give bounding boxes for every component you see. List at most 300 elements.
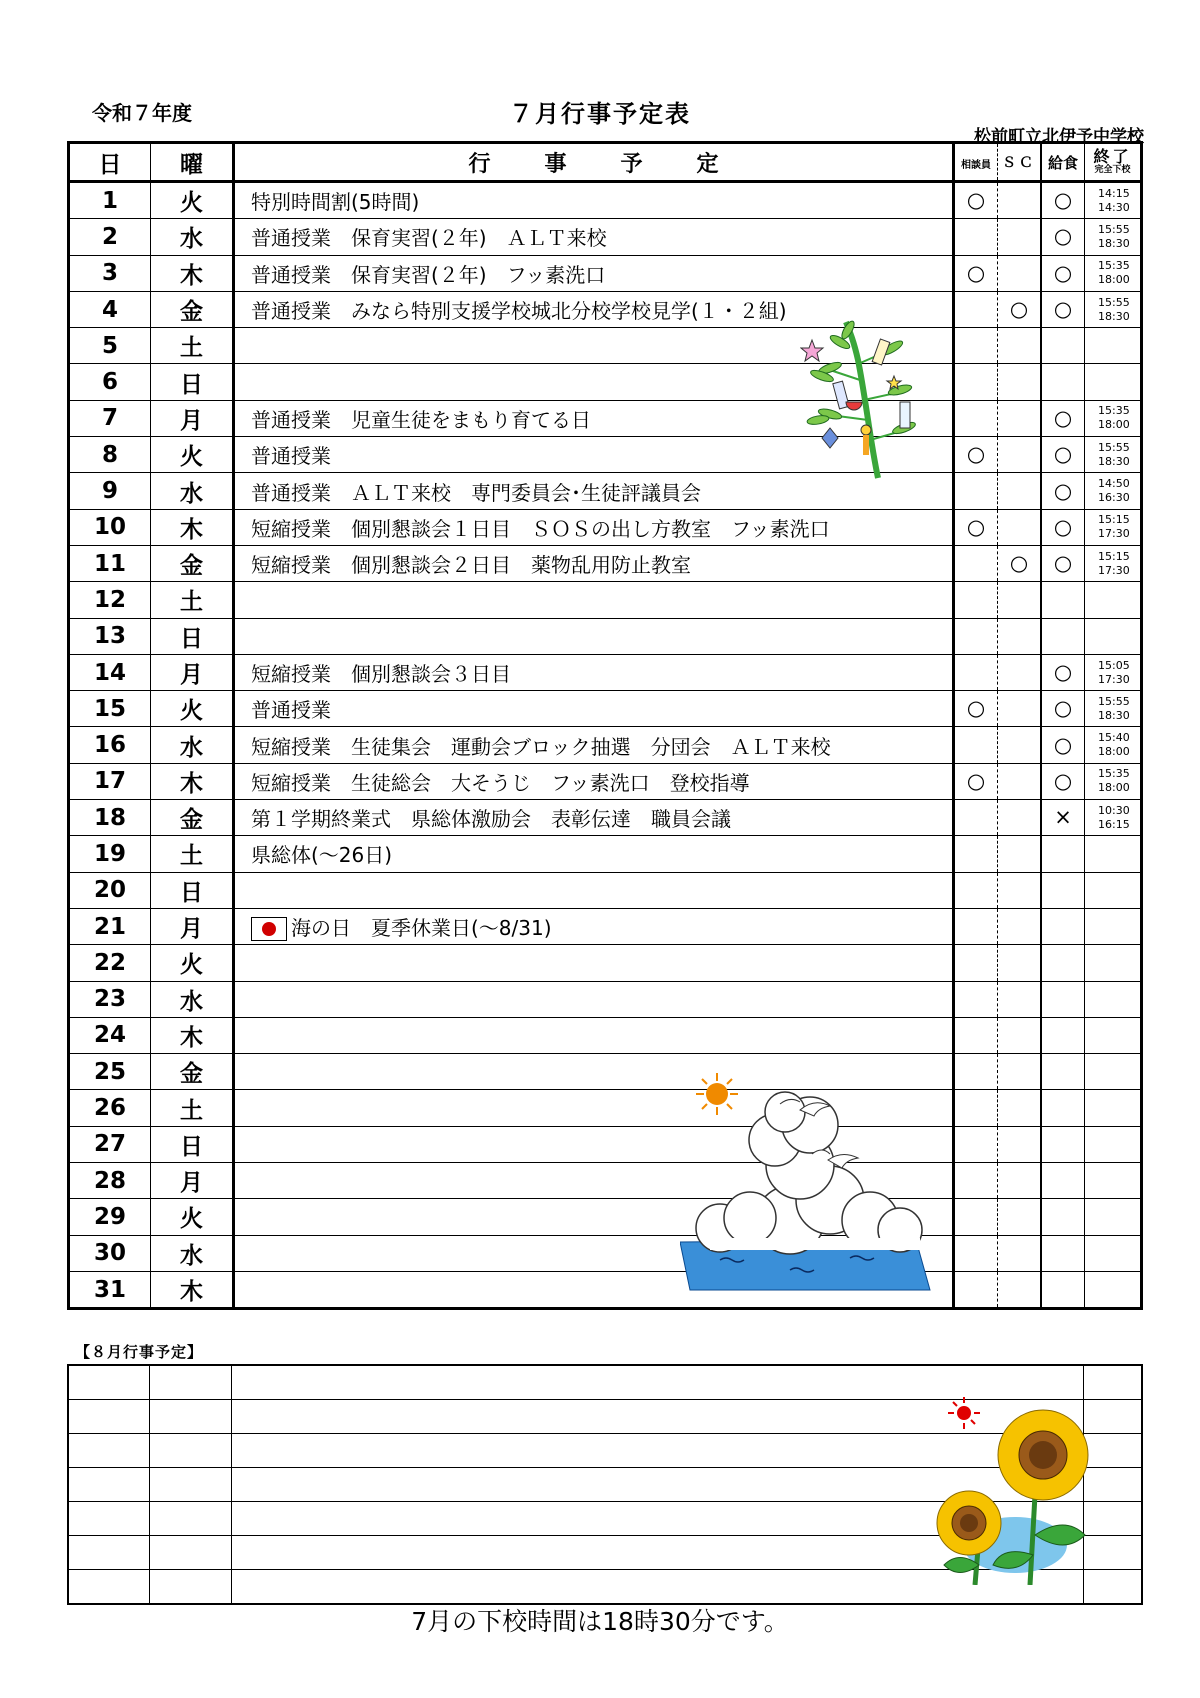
weekday: 日 (151, 364, 234, 400)
day-number: 30 (69, 1235, 151, 1271)
lunch-mark-text: ○ (1053, 405, 1073, 430)
table-header-row (69, 143, 1142, 182)
lunch-mark-text: ○ (1053, 514, 1073, 539)
weekday: 日 (151, 1126, 234, 1162)
day-number: 29 (69, 1199, 151, 1235)
class-end-time: 15:05 (1098, 658, 1130, 672)
counselor-mark (954, 763, 998, 799)
event-text: 普通授業 児童生徒をまもり育てる日 (251, 407, 591, 432)
end-times (1085, 1199, 1142, 1235)
dismissal-time-note: 7月の下校時間は18時30分です。 (411, 1607, 789, 1636)
header-lunch-label: 給食 (1047, 153, 1078, 172)
counselor-mark (954, 691, 998, 727)
page-title: ７月行事予定表 (509, 100, 691, 128)
august-weekday-cell (150, 1468, 232, 1502)
day-number: 10 (69, 509, 151, 545)
header-day: 日 (69, 143, 151, 182)
table-row (69, 509, 1142, 545)
header-end-label: 終了 (1093, 147, 1132, 166)
class-end-time: 15:55 (1098, 295, 1130, 309)
day-number: 24 (69, 1017, 151, 1053)
lunch-mark-text: ○ (1053, 660, 1073, 684)
counselor-mark (954, 1271, 998, 1308)
august-day-cell (68, 1365, 150, 1400)
day-number: 27 (69, 1126, 151, 1162)
day-number: 25 (69, 1054, 151, 1090)
sc-mark (998, 1199, 1042, 1235)
counselor-mark (954, 1199, 998, 1235)
event-cell (234, 800, 954, 836)
table-row (69, 437, 1142, 473)
end-times (1085, 1054, 1142, 1090)
table-row (69, 1235, 1142, 1271)
table-row (69, 1017, 1142, 1053)
weekday: 土 (151, 328, 234, 364)
event-cell (234, 509, 954, 545)
day-number: 23 (69, 981, 151, 1017)
lunch-mark (1041, 545, 1085, 581)
dismissal-time: 14:30 (1098, 200, 1130, 214)
table-row (69, 727, 1142, 763)
class-end-time: 14:15 (1098, 186, 1130, 200)
counselor-mark (954, 727, 998, 763)
event-cell (234, 872, 954, 908)
class-end-time: 15:35 (1098, 404, 1130, 418)
sc-mark (998, 1126, 1042, 1162)
lunch-mark-text: ○ (1053, 224, 1073, 249)
event-cell (234, 763, 954, 799)
lunch-mark (1041, 473, 1085, 509)
sc-mark (998, 981, 1042, 1017)
day-number: 5 (69, 328, 151, 364)
august-weekday-cell (150, 1570, 232, 1605)
event-cell (234, 182, 954, 219)
sc-mark (998, 328, 1042, 364)
day-number: 18 (69, 800, 151, 836)
lunch-mark-text: ○ (1053, 551, 1073, 576)
weekday: 水 (151, 473, 234, 509)
day-number: 20 (69, 872, 151, 908)
lunch-mark (1041, 1017, 1085, 1053)
dismissal-time: 18:00 (1098, 273, 1130, 287)
sc-mark (998, 219, 1042, 255)
lunch-mark (1041, 945, 1085, 981)
day-number: 19 (69, 836, 151, 872)
lunch-mark (1041, 1199, 1085, 1235)
sc-mark (998, 763, 1042, 799)
counselor-mark (954, 1163, 998, 1199)
event-cell (234, 981, 954, 1017)
table-row (69, 618, 1142, 654)
counselor-mark (954, 800, 998, 836)
end-times (1085, 582, 1142, 618)
counselor-mark (954, 437, 998, 473)
table-row (69, 1199, 1142, 1235)
day-number: 21 (69, 908, 151, 944)
day-number: 17 (69, 763, 151, 799)
end-times (1085, 400, 1142, 436)
table-row (69, 1090, 1142, 1126)
dismissal-time: 17:30 (1098, 527, 1130, 541)
sc-mark (998, 400, 1042, 436)
dismissal-time: 16:15 (1098, 817, 1130, 831)
event-text: 普通授業 (251, 698, 331, 723)
lunch-mark (1041, 1163, 1085, 1199)
end-times (1085, 618, 1142, 654)
day-number: 12 (69, 582, 151, 618)
counselor-mark (954, 945, 998, 981)
sc-mark (998, 473, 1042, 509)
sc-mark (998, 182, 1042, 219)
header-weekday: 曜 (151, 143, 234, 182)
weekday: 水 (151, 1235, 234, 1271)
event-cell (234, 945, 954, 981)
header-dismissal-label: 完全下校 (1094, 165, 1131, 175)
day-number: 15 (69, 691, 151, 727)
sunflower-illustration (935, 1395, 1100, 1585)
table-row (69, 473, 1142, 509)
lunch-mark (1041, 872, 1085, 908)
day-number: 22 (69, 945, 151, 981)
dismissal-time: 18:00 (1098, 781, 1130, 795)
end-times (1085, 545, 1142, 581)
day-number: 3 (69, 255, 151, 291)
weekday: 火 (151, 1199, 234, 1235)
weekday: 木 (151, 763, 234, 799)
japanese-flag-icon (251, 917, 287, 941)
end-times (1085, 654, 1142, 690)
event-text: 短縮授業 個別懇談会２日目 薬物乱用防止教室 (251, 553, 691, 578)
class-end-time: 15:35 (1098, 767, 1130, 781)
sc-mark (998, 1090, 1042, 1126)
weekday: 火 (151, 437, 234, 473)
end-times (1085, 727, 1142, 763)
weekday: 土 (151, 836, 234, 872)
lunch-mark (1041, 182, 1085, 219)
lunch-mark (1041, 908, 1085, 944)
weekday: 月 (151, 654, 234, 690)
sc-mark (998, 836, 1042, 872)
event-text: 海の日 夏季休業日(～8/31) (291, 915, 552, 940)
table-row (69, 654, 1142, 690)
day-number: 31 (69, 1271, 151, 1308)
sc-mark (998, 800, 1042, 836)
end-times (1085, 1090, 1142, 1126)
end-times (1085, 1126, 1142, 1162)
counselor-mark (954, 328, 998, 364)
weekday: 日 (151, 618, 234, 654)
day-number: 1 (69, 182, 151, 219)
counselor-mark (954, 509, 998, 545)
august-day-cell (68, 1400, 150, 1434)
header-events: 行事予定 (234, 143, 954, 182)
class-end-time: 15:35 (1098, 259, 1130, 273)
table-row (69, 872, 1142, 908)
end-times (1085, 1163, 1142, 1199)
weekday: 木 (151, 509, 234, 545)
july-schedule-table (67, 141, 1143, 1310)
august-weekday-cell (150, 1434, 232, 1468)
class-end-time: 15:55 (1098, 440, 1130, 454)
counselor-mark (954, 364, 998, 400)
sc-mark (998, 291, 1042, 327)
day-number: 16 (69, 727, 151, 763)
header-lunch (1041, 143, 1085, 182)
lunch-mark (1041, 763, 1085, 799)
end-times (1085, 473, 1142, 509)
lunch-mark (1041, 691, 1085, 727)
sc-mark (998, 1017, 1042, 1053)
table-row (69, 800, 1142, 836)
lunch-mark-text: ○ (1053, 188, 1073, 213)
august-weekday-cell (150, 1502, 232, 1536)
august-day-cell (68, 1502, 150, 1536)
counselor-mark (954, 545, 998, 581)
table-row (69, 364, 1142, 400)
weekday: 土 (151, 1090, 234, 1126)
weekday: 火 (151, 945, 234, 981)
weekday: 水 (151, 219, 234, 255)
table-row (69, 1271, 1142, 1308)
weekday: 水 (151, 981, 234, 1017)
august-weekday-cell (150, 1400, 232, 1434)
august-weekday-cell (150, 1365, 232, 1400)
day-number: 7 (69, 400, 151, 436)
event-text: 短縮授業 生徒総会 大そうじ フッ素洗口 登校指導 (251, 770, 750, 795)
counselor-mark-text: ○ (966, 260, 986, 285)
sc-mark (998, 908, 1042, 944)
event-text: 普通授業 保育実習(２年) フッ素洗口 (251, 262, 606, 287)
counselor-mark (954, 219, 998, 255)
day-number: 28 (69, 1163, 151, 1199)
school-name: 松前町立北伊予中学校 (974, 127, 1144, 147)
header-end-time (1085, 143, 1142, 182)
day-number: 13 (69, 618, 151, 654)
lunch-mark (1041, 800, 1085, 836)
dismissal-time: 18:30 (1098, 454, 1130, 468)
dismissal-time: 18:30 (1098, 236, 1130, 250)
counselor-mark (954, 836, 998, 872)
table-row (69, 582, 1142, 618)
weekday: 月 (151, 400, 234, 436)
event-text: 普通授業 保育実習(２年) ＡＬＴ来校 (251, 226, 607, 251)
counselor-mark (954, 255, 998, 291)
lunch-mark (1041, 1126, 1085, 1162)
table-row (69, 908, 1142, 944)
august-weekday-cell (150, 1536, 232, 1570)
weekday: 金 (151, 1054, 234, 1090)
counselor-mark (954, 981, 998, 1017)
lunch-mark (1041, 509, 1085, 545)
event-text: 短縮授業 個別懇談会１日目 ＳＯＳの出し方教室 フッ素洗口 (251, 516, 830, 541)
event-text: 普通授業 みなら特別支援学校城北分校学校見学(１・２組) (251, 299, 787, 324)
class-end-time: 15:55 (1098, 694, 1130, 708)
sc-mark-text: ○ (1009, 551, 1029, 576)
fiscal-year: 令和７年度 (92, 101, 192, 125)
event-cell (234, 836, 954, 872)
sc-mark (998, 1163, 1042, 1199)
class-end-time: 14:50 (1098, 477, 1130, 491)
end-times (1085, 1017, 1142, 1053)
table-row (69, 1126, 1142, 1162)
august-day-cell (68, 1536, 150, 1570)
weekday: 金 (151, 545, 234, 581)
dismissal-time: 18:30 (1098, 708, 1130, 722)
end-times (1085, 509, 1142, 545)
end-times (1085, 981, 1142, 1017)
day-number: 9 (69, 473, 151, 509)
day-number: 8 (69, 437, 151, 473)
counselor-mark-text: ○ (966, 768, 986, 793)
sc-mark (998, 691, 1042, 727)
class-end-time: 15:15 (1098, 549, 1130, 563)
day-number: 11 (69, 545, 151, 581)
lunch-mark (1041, 328, 1085, 364)
table-row (69, 328, 1142, 364)
lunch-mark (1041, 981, 1085, 1017)
sc-mark (998, 1235, 1042, 1271)
counselor-mark (954, 1017, 998, 1053)
august-schedule-title: 【８月行事予定】 (75, 1343, 204, 1361)
table-row (69, 182, 1142, 219)
event-cell (234, 654, 954, 690)
sc-mark (998, 1054, 1042, 1090)
table-row (69, 981, 1142, 1017)
weekday: 月 (151, 908, 234, 944)
august-day-cell (68, 1570, 150, 1605)
table-row (69, 291, 1142, 327)
header-sc (998, 143, 1042, 182)
weekday: 月 (151, 1163, 234, 1199)
sc-mark (998, 727, 1042, 763)
dismissal-time: 16:30 (1098, 491, 1130, 505)
counselor-mark (954, 582, 998, 618)
counselor-mark-text: ○ (966, 188, 986, 213)
counselor-mark (954, 654, 998, 690)
day-number: 14 (69, 654, 151, 690)
table-row (69, 400, 1142, 436)
table-row (69, 945, 1142, 981)
counselor-mark-text: ○ (966, 696, 986, 721)
event-cell (234, 1017, 954, 1053)
lunch-mark (1041, 1054, 1085, 1090)
event-text: 特別時間割(5時間) (251, 190, 420, 215)
end-times (1085, 1271, 1142, 1308)
day-number: 6 (69, 364, 151, 400)
lunch-mark-text: ○ (1053, 696, 1073, 721)
counselor-mark (954, 908, 998, 944)
end-times (1085, 800, 1142, 836)
event-text: 普通授業 ＡＬＴ来校 専門委員会･生徒評議員会 (251, 480, 701, 505)
dismissal-time: 17:30 (1098, 563, 1130, 577)
tanabata-bamboo-illustration (800, 320, 930, 480)
table-row (69, 763, 1142, 799)
sc-mark (998, 255, 1042, 291)
event-text: 短縮授業 個別懇談会３日目 (251, 662, 511, 686)
end-times (1085, 763, 1142, 799)
weekday: 木 (151, 1017, 234, 1053)
dismissal-time: 18:00 (1098, 745, 1130, 759)
sc-mark (998, 654, 1042, 690)
weekday: 火 (151, 691, 234, 727)
day-number: 4 (69, 291, 151, 327)
lunch-mark (1041, 364, 1085, 400)
august-day-cell (68, 1434, 150, 1468)
lunch-mark (1041, 400, 1085, 436)
weekday: 木 (151, 255, 234, 291)
lunch-mark (1041, 654, 1085, 690)
sc-mark (998, 618, 1042, 654)
event-cell (234, 255, 954, 291)
lunch-mark (1041, 219, 1085, 255)
lunch-mark (1041, 582, 1085, 618)
sc-mark (998, 545, 1042, 581)
event-cell (234, 727, 954, 763)
counselor-mark (954, 1054, 998, 1090)
lunch-mark (1041, 437, 1085, 473)
sc-mark (998, 872, 1042, 908)
lunch-mark (1041, 618, 1085, 654)
lunch-mark (1041, 255, 1085, 291)
sc-mark (998, 945, 1042, 981)
table-row (69, 219, 1142, 255)
lunch-mark (1041, 836, 1085, 872)
lunch-mark (1041, 727, 1085, 763)
class-end-time: 15:55 (1098, 222, 1130, 236)
event-text: 普通授業 (251, 444, 331, 469)
end-times (1085, 328, 1142, 364)
counselor-mark (954, 473, 998, 509)
lunch-mark-text: ○ (1053, 732, 1073, 757)
lunch-mark (1041, 291, 1085, 327)
counselor-mark (954, 1235, 998, 1271)
sc-mark (998, 509, 1042, 545)
day-number: 2 (69, 219, 151, 255)
august-day-cell (68, 1468, 150, 1502)
end-times (1085, 437, 1142, 473)
class-end-time: 10:30 (1098, 803, 1130, 817)
sc-mark-text: ○ (1009, 297, 1029, 322)
sc-mark (998, 1271, 1042, 1308)
table-row (69, 836, 1142, 872)
day-number: 26 (69, 1090, 151, 1126)
counselor-mark (954, 182, 998, 219)
end-times (1085, 255, 1142, 291)
table-row (69, 545, 1142, 581)
summer-cloud-sea-illustration (680, 1070, 940, 1300)
sc-mark (998, 582, 1042, 618)
dismissal-time: 18:00 (1098, 418, 1130, 432)
header-sc-label: ＳＣ (1002, 155, 1036, 171)
event-text: 短縮授業 生徒集会 運動会ブロック抽選 分団会 ＡＬＴ来校 (251, 734, 831, 759)
class-end-time: 15:40 (1098, 731, 1130, 745)
event-text: 第１学期終業式 県総体激励会 表彰伝達 職員会議 (251, 807, 731, 832)
lunch-mark-text: ○ (1053, 260, 1073, 285)
counselor-mark (954, 618, 998, 654)
weekday: 木 (151, 1271, 234, 1308)
lunch-mark-text: ○ (1053, 442, 1073, 467)
event-cell (234, 618, 954, 654)
weekday: 火 (151, 182, 234, 219)
event-text: 県総体(～26日) (251, 843, 393, 868)
table-row (69, 1163, 1142, 1199)
end-times (1085, 291, 1142, 327)
end-times (1085, 219, 1142, 255)
end-times (1085, 1235, 1142, 1271)
header-counselor-label: 相談員 (961, 159, 991, 171)
end-times (1085, 945, 1142, 981)
counselor-mark (954, 291, 998, 327)
